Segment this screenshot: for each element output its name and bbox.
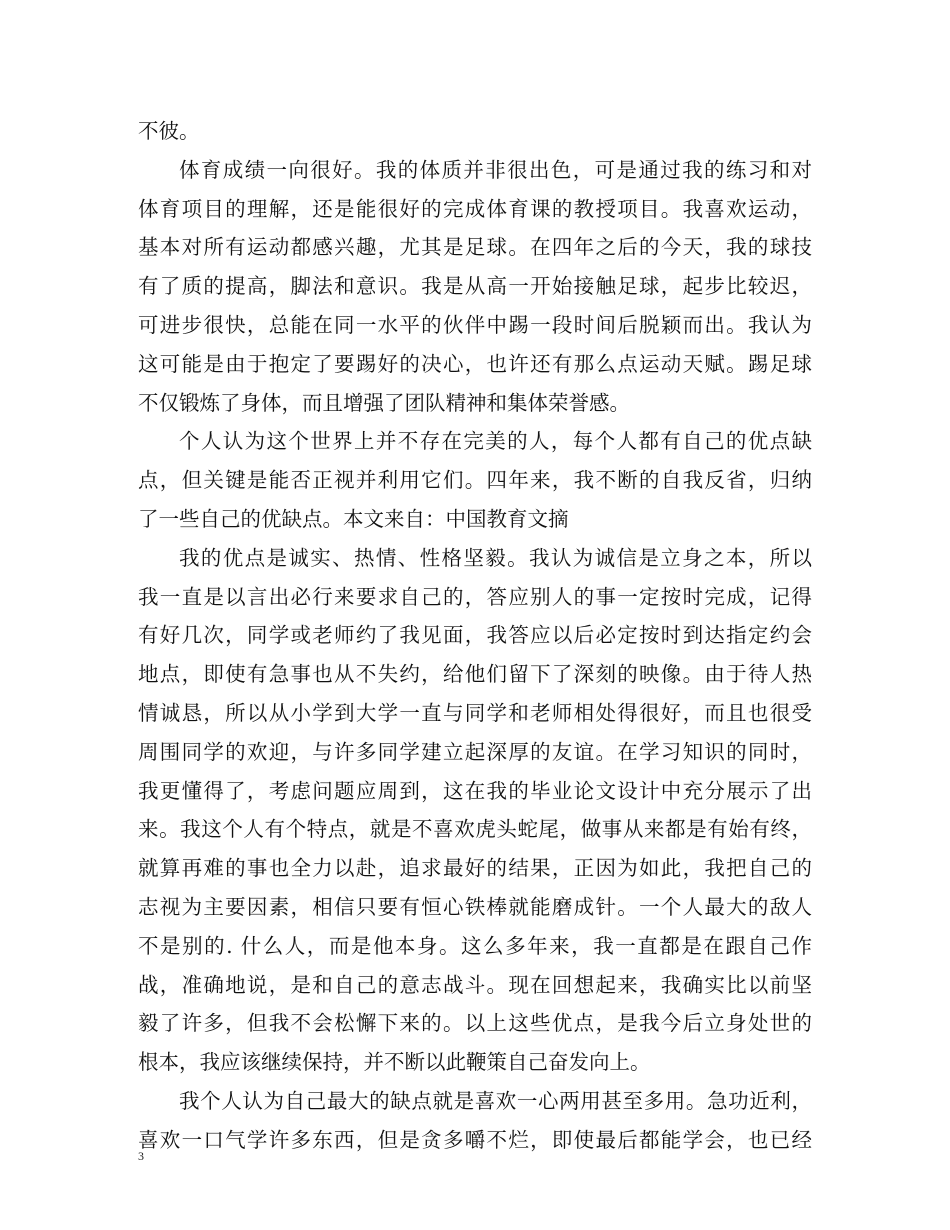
text-line: 个人认为这个世界上并不存在完美的人，每个人都有自己的优点缺 <box>179 429 812 454</box>
text-line: 周围同学的欢迎，与许多同学建立起深厚的友谊。在学习知识的同时， <box>138 739 812 764</box>
text-line: 基本对所有运动都感兴趣，尤其是足球。在四年之后的今天，我的球技 <box>138 235 812 260</box>
text-line: 不仅锻炼了身体，而且增强了团队精神和集体荣誉感。 <box>138 390 630 415</box>
text-line: 我个人认为自己最大的缺点就是喜欢一心两用甚至多用。急功近利， <box>179 1088 812 1113</box>
text-line: 喜欢一口气学许多东西，但是贪多嚼不烂，即使最后都能学会，也已经 <box>138 1127 812 1152</box>
text-line: 这可能是由于抱定了要踢好的决心，也许还有那么点运动天赋。踢足球 <box>138 351 812 376</box>
text-line: 志视为主要因素，相信只要有恒心铁棒就能磨成针。一个人最大的敌人 <box>138 894 812 919</box>
text-line: 我的优点是诚实、热情、性格坚毅。我认为诚信是立身之本，所以 <box>179 545 812 570</box>
page-number: 3 <box>138 1149 144 1163</box>
text-line: 点，但关键是能否正视并利用它们。四年来，我不断的自我反省，归纳 <box>138 468 812 493</box>
text-line: 战，准确地说，是和自己的意志战斗。现在回想起来，我确实比以前坚 <box>138 972 812 997</box>
text-line: 我一直是以言出必行来要求自己的，答应别人的事一定按时完成，记得 <box>138 584 812 609</box>
text-line: 不是别的. 什么人，而是他本身。这么多年来，我一直都是在跟自己作 <box>138 933 812 958</box>
text-line: 来。我这个人有个特点，就是不喜欢虎头蛇尾，做事从来都是有始有终， <box>138 817 812 842</box>
text-line: 可进步很快，总能在同一水平的伙伴中踢一段时间后脱颖而出。我认为 <box>138 312 812 337</box>
text-line: 体育成绩一向很好。我的体质并非很出色，可是通过我的练习和对 <box>179 157 812 182</box>
text-line: 有好几次，同学或老师约了我见面，我答应以后必定按时到达指定约会 <box>138 623 812 648</box>
text-line: 根本，我应该继续保持，并不断以此鞭策自己奋发向上。 <box>138 1050 651 1075</box>
text-line: 毅了许多，但我不会松懈下来的。以上这些优点，是我今后立身处世的 <box>138 1011 812 1036</box>
text-line: 体育项目的理解，还是能很好的完成体育课的教授项目。我喜欢运动， <box>138 196 812 221</box>
text-line: 就算再难的事也全力以赴，追求最好的结果，正因为如此，我把自己的 <box>138 856 812 881</box>
text-line: 了一些自己的优缺点。本文来自：中国教育文摘 <box>138 506 569 531</box>
text-line: 有了质的提高，脚法和意识。我是从高一开始接触足球，起步比较迟， <box>138 274 812 299</box>
text-line: 不彼。 <box>138 119 200 143</box>
body-text <box>138 112 812 1160</box>
text-line: 地点，即使有急事也从不失约，给他们留下了深刻的映像。由于待人热 <box>138 662 812 687</box>
text-line: 情诚恳，所以从小学到大学一直与同学和老师相处得很好，而且也很受 <box>138 700 812 725</box>
text-line: 我更懂得了，考虑问题应周到，这在我的毕业论文设计中充分展示了出 <box>138 778 812 803</box>
